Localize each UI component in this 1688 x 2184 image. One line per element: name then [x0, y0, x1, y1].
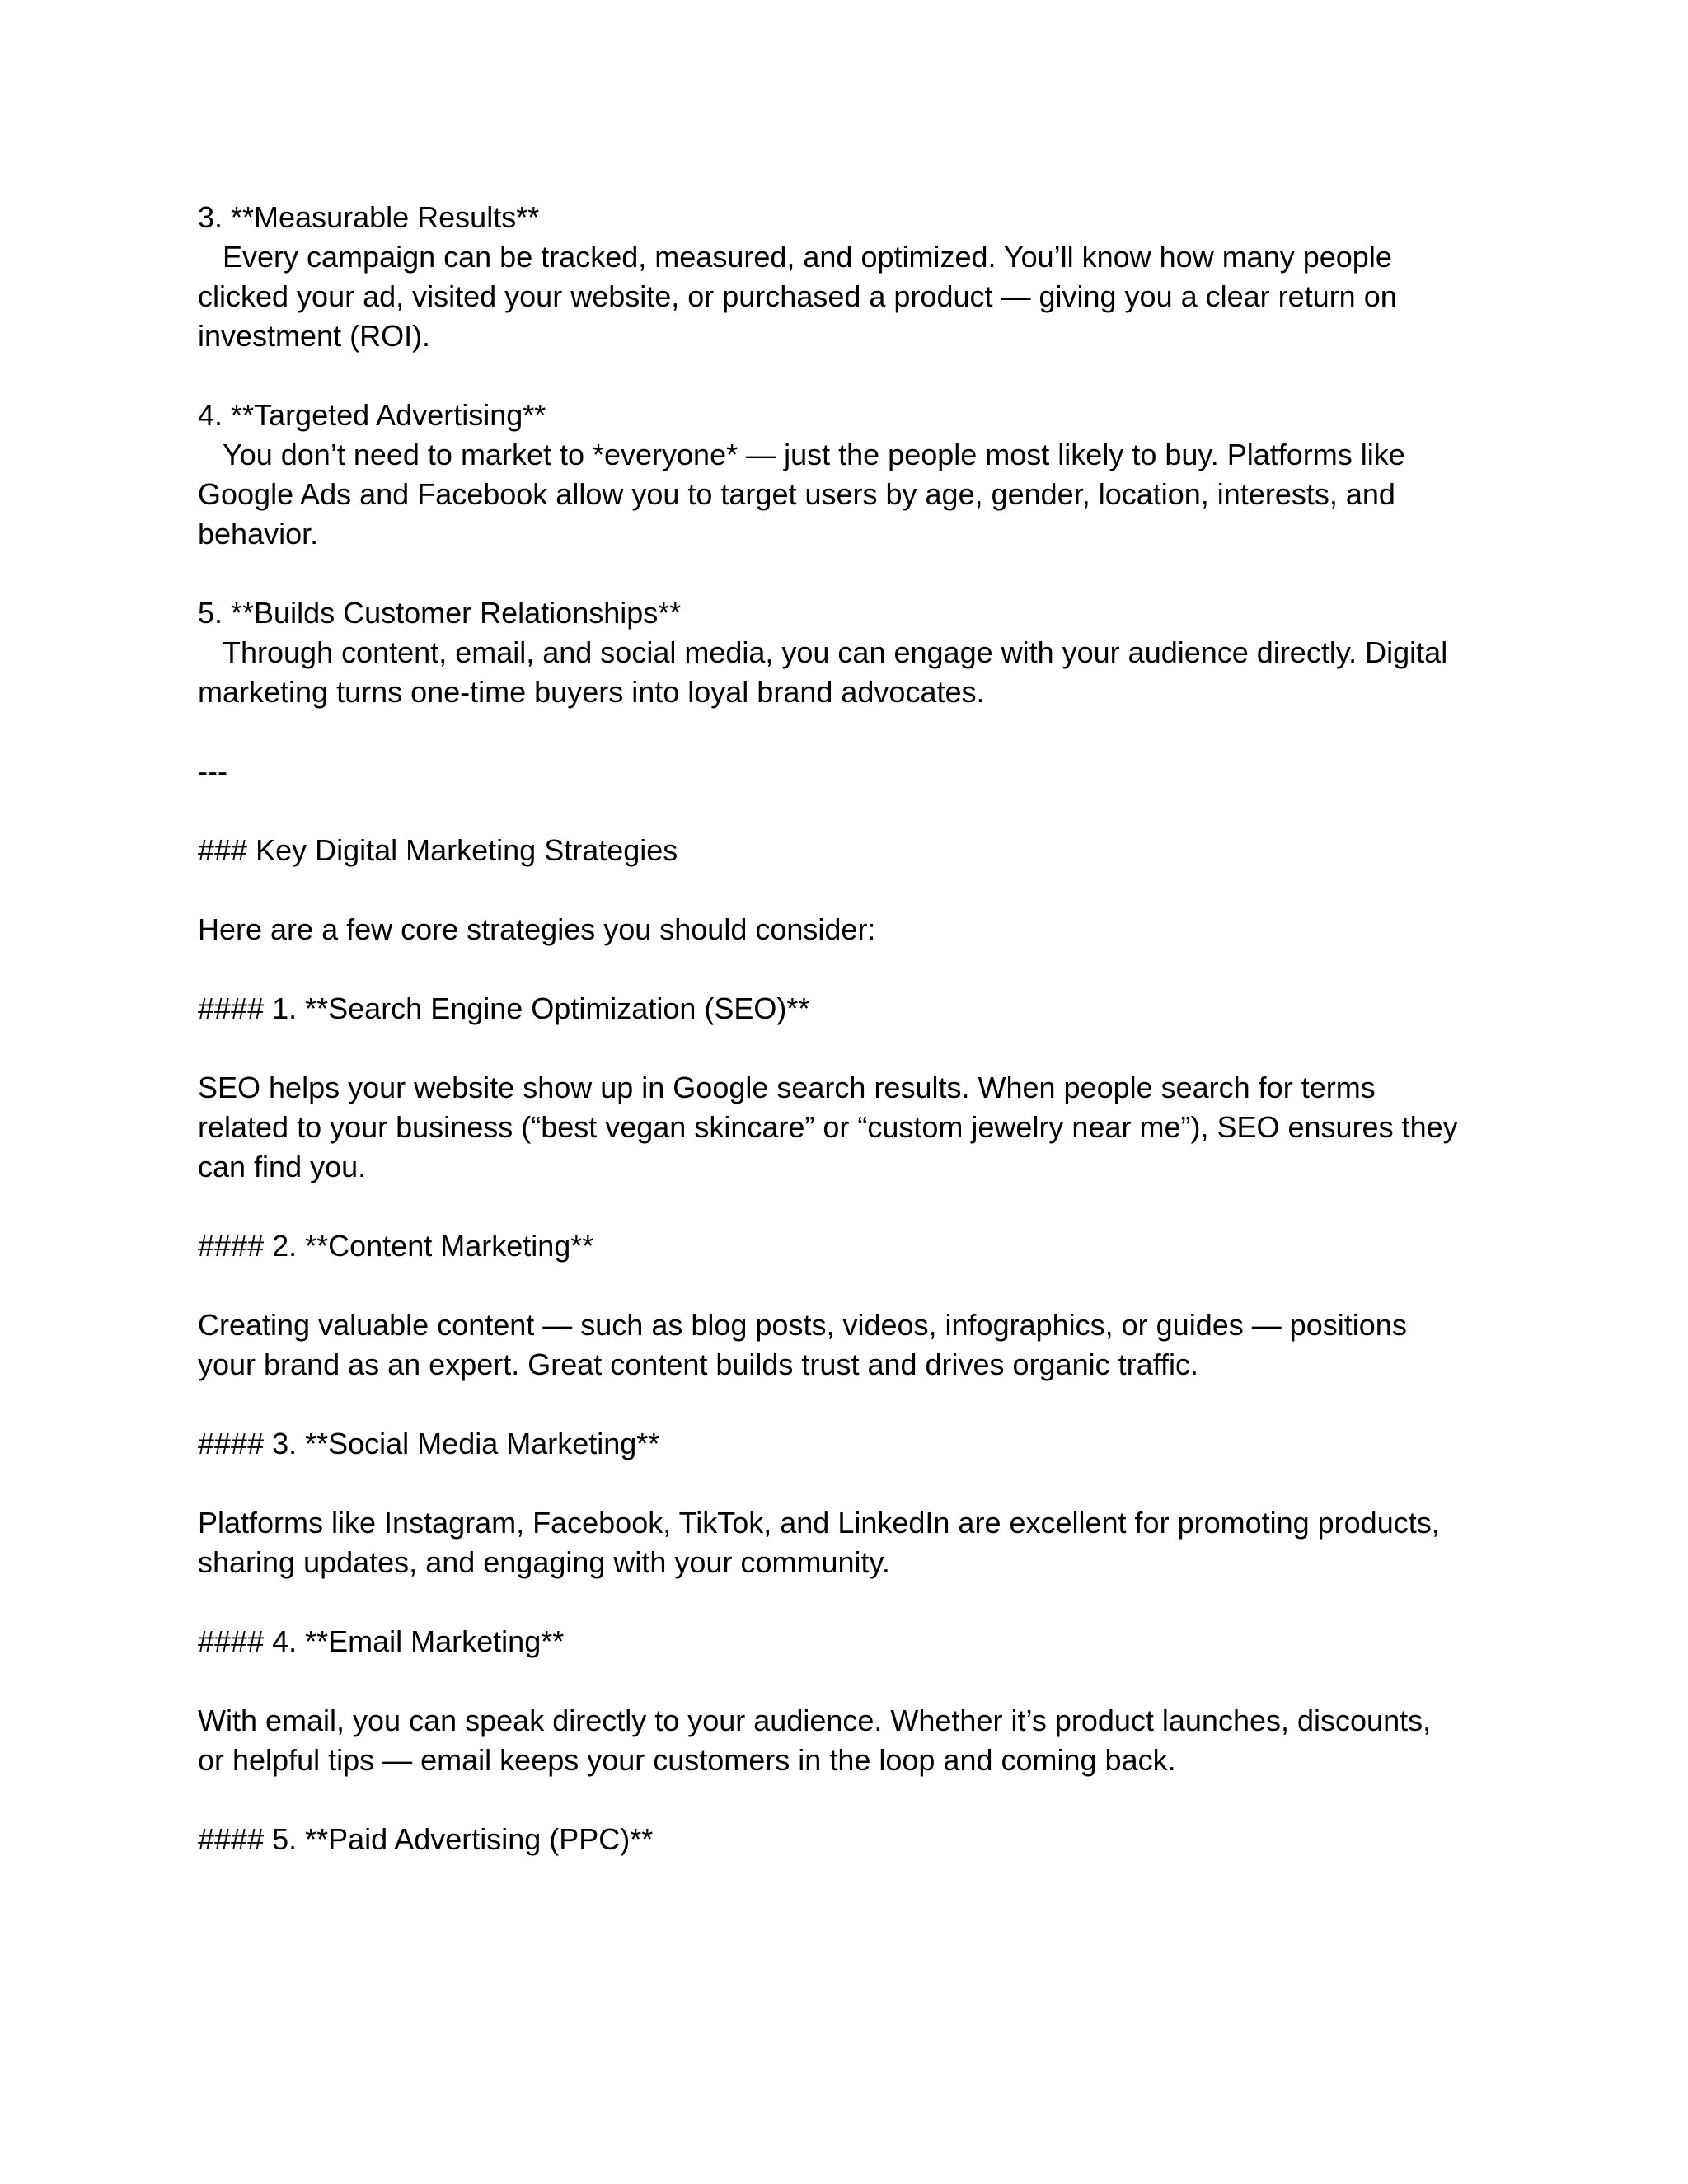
spacer [198, 356, 1517, 396]
customer-relationships-line-1: Through content, email, and social media, you can engage with your audience directly. Digital [198, 635, 1448, 669]
measurable-results-line-2: clicked your ad, visited your website, or purchased a product — giving you a clear return on [198, 279, 1397, 313]
targeted-advertising-heading: 4. **Targeted Advertising** [198, 398, 546, 432]
measurable-results-line-1: Every campaign can be tracked, measured, and optimized. You’ll know how many people [198, 240, 1392, 274]
targeted-advertising-line-1: You don’t need to market to *everyone* — just the people most likely to buy. Platforms like [198, 438, 1405, 471]
document-body [198, 198, 1517, 1859]
measurable-results-line-3: investment (ROI). [198, 319, 431, 353]
spacer [198, 791, 1517, 831]
paid-advertising-heading: #### 5. **Paid Advertising (PPC)** [198, 1822, 654, 1856]
social-media-heading: #### 3. **Social Media Marketing** [198, 1427, 660, 1460]
measurable-results-heading: 3. **Measurable Results** [198, 200, 540, 234]
seo-line-3: can find you. [198, 1150, 367, 1183]
seo-heading: #### 1. **Search Engine Optimization (SEO)** [198, 991, 810, 1025]
customer-relationships-line-2: marketing turns one-time buyers into loyal brand advocates. [198, 675, 985, 709]
social-media-line-1: Platforms like Instagram, Facebook, TikTok, and LinkedIn are excellent for promoting products, [198, 1506, 1440, 1540]
seo-line-1: SEO helps your website show up in Google search results. When people search for terms [198, 1071, 1376, 1104]
section-separator: --- [198, 754, 227, 788]
spacer [198, 1029, 1517, 1068]
content-marketing-heading: #### 2. **Content Marketing** [198, 1229, 594, 1263]
seo-line-2: related to your business (“best vegan skincare” or “custom jewelry near me”), SEO ensures they [198, 1110, 1458, 1144]
social-media-line-2: sharing updates, and engaging with your community. [198, 1545, 890, 1579]
content-marketing-line-1: Creating valuable content — such as blog posts, videos, infographics, or guides — positions [198, 1308, 1407, 1342]
spacer [198, 1266, 1517, 1305]
spacer [198, 1582, 1517, 1622]
spacer [198, 1780, 1517, 1820]
targeted-advertising-line-3: behavior. [198, 517, 319, 551]
spacer [198, 870, 1517, 910]
spacer [198, 1464, 1517, 1503]
spacer [198, 1187, 1517, 1226]
spacer [198, 712, 1517, 752]
spacer [198, 1661, 1517, 1701]
spacer [198, 554, 1517, 593]
spacer [198, 1385, 1517, 1424]
strategies-heading: ### Key Digital Marketing Strategies [198, 833, 678, 867]
email-marketing-line-2: or helpful tips — email keeps your customers in the loop and coming back. [198, 1743, 1176, 1777]
email-marketing-heading: #### 4. **Email Marketing** [198, 1624, 565, 1658]
customer-relationships-heading: 5. **Builds Customer Relationships** [198, 596, 682, 630]
targeted-advertising-line-2: Google Ads and Facebook allow you to target users by age, gender, location, interests, and [198, 477, 1395, 511]
strategies-intro: Here are a few core strategies you should consider: [198, 912, 876, 946]
content-marketing-line-2: your brand as an expert. Great content builds trust and drives organic traffic. [198, 1347, 1198, 1381]
email-marketing-line-1: With email, you can speak directly to your audience. Whether it’s product launches, discounts, [198, 1704, 1432, 1737]
spacer [198, 949, 1517, 989]
